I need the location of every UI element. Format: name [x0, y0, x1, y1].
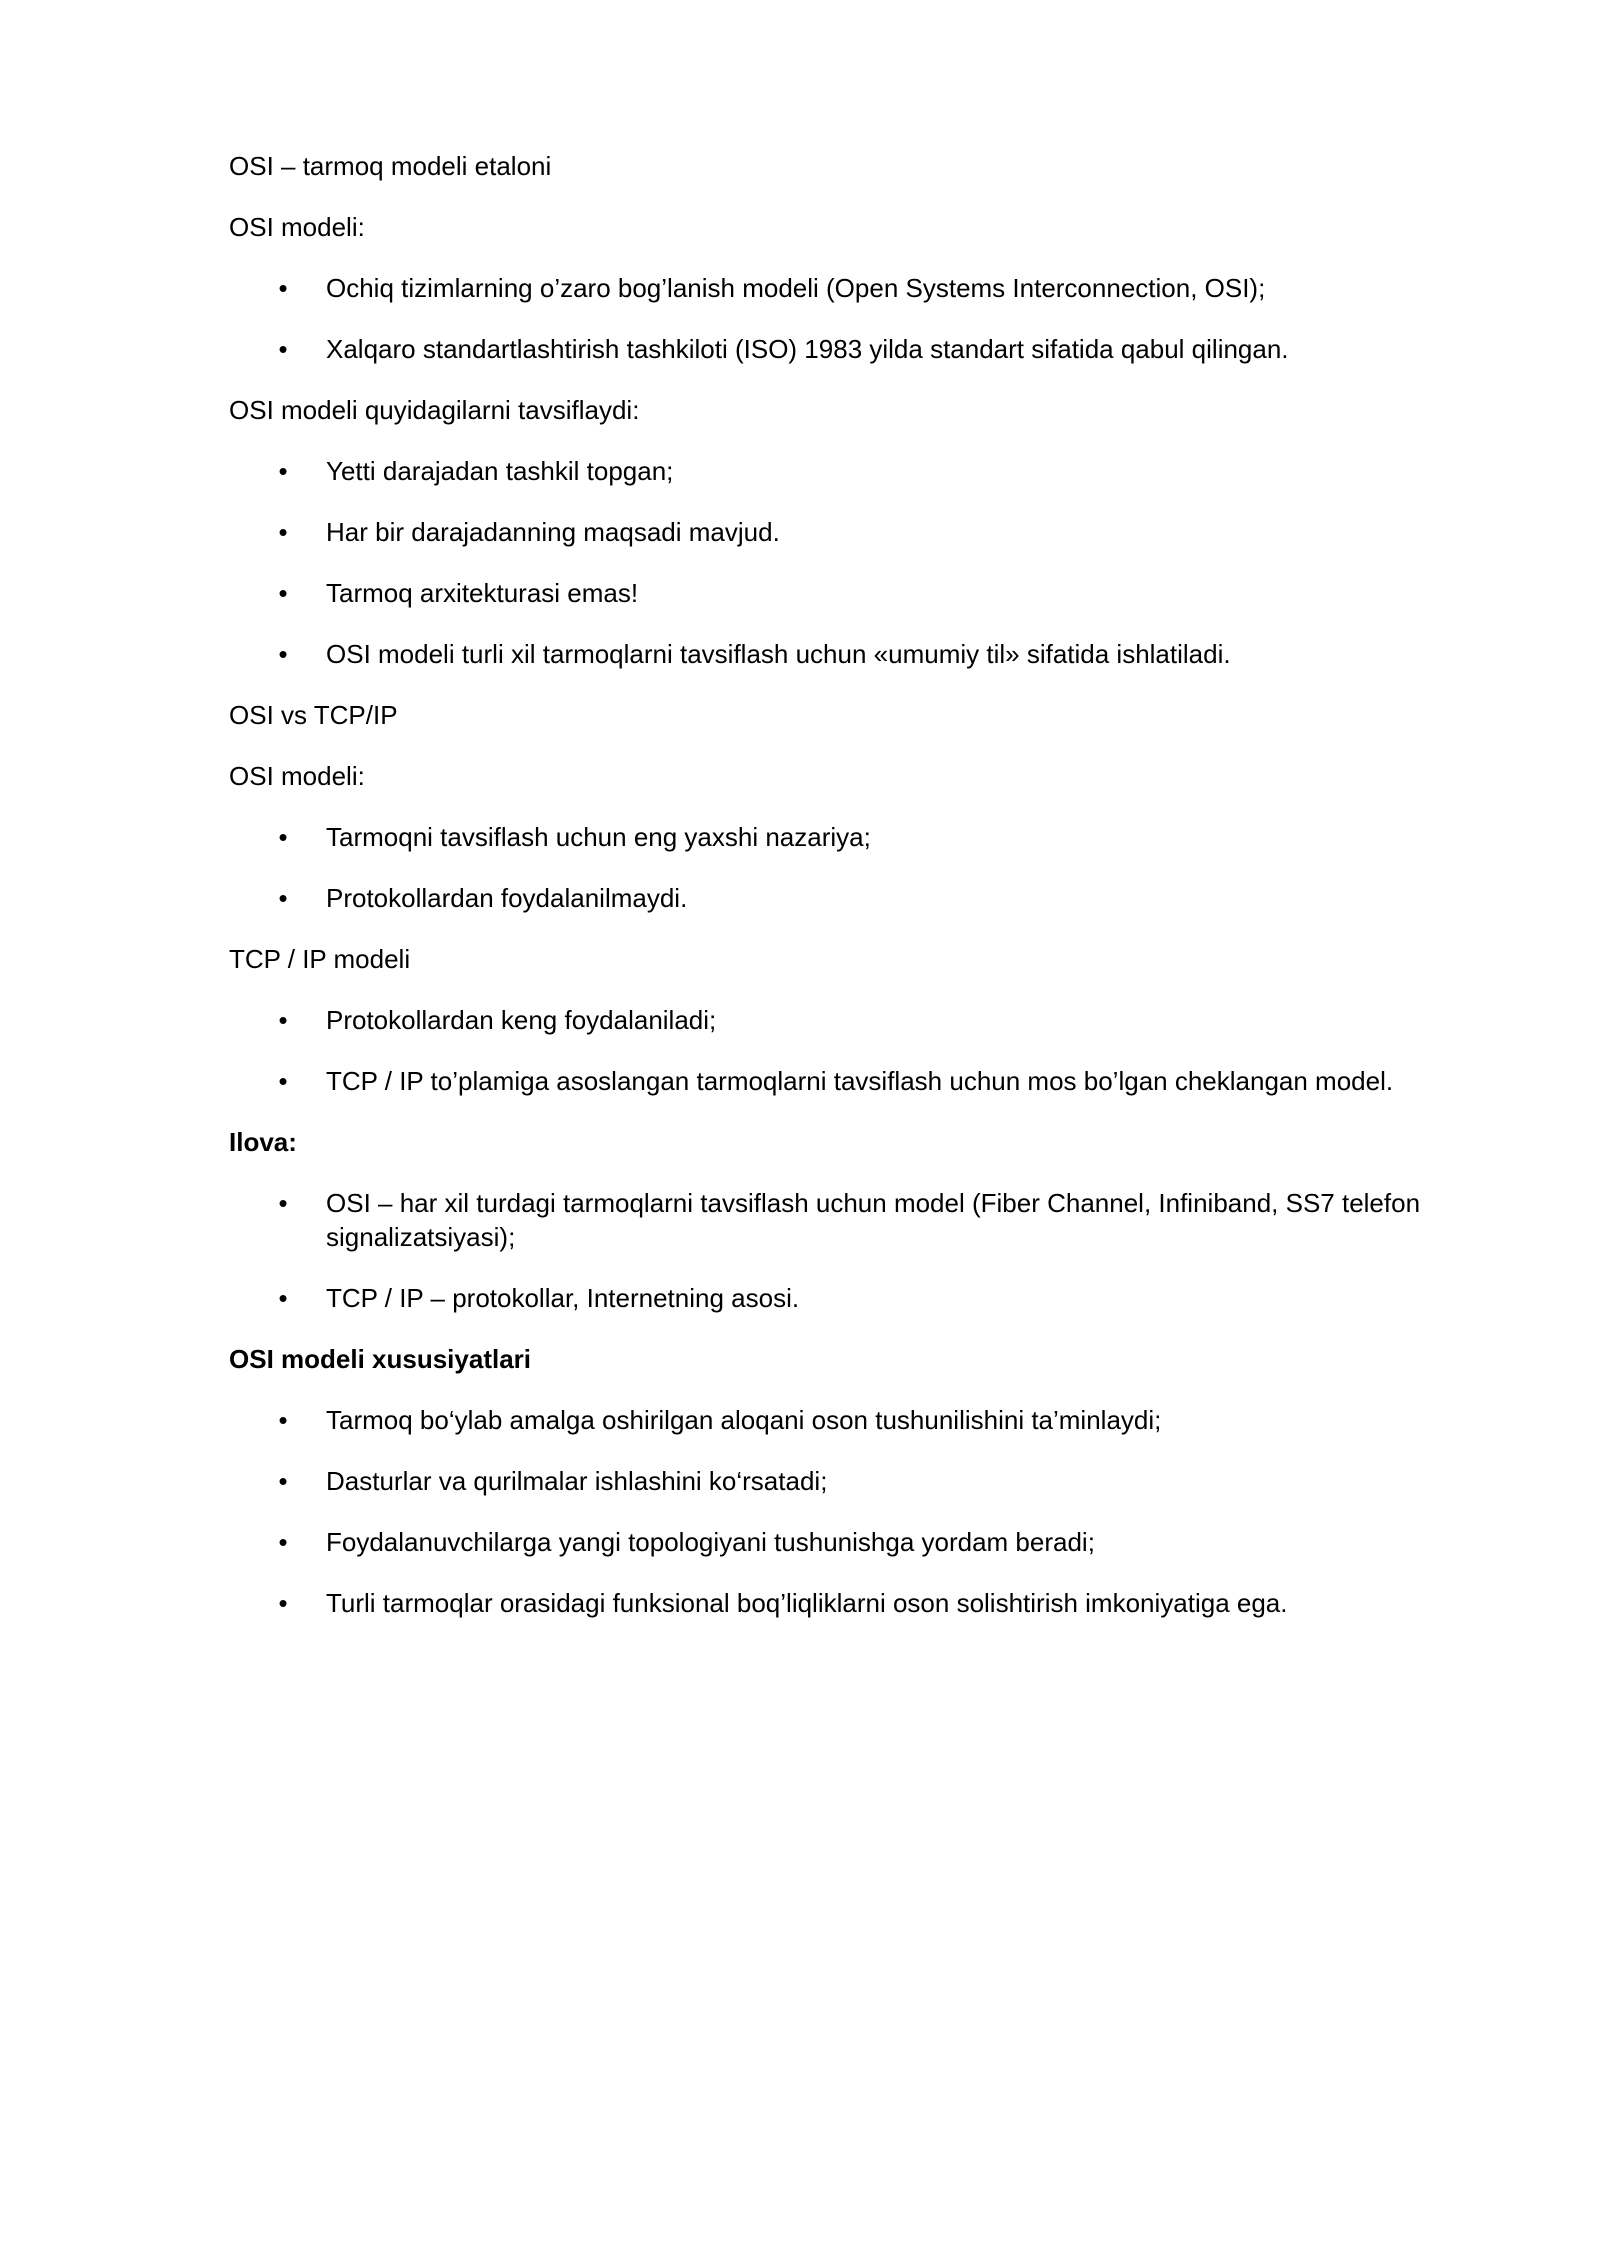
list-item-text: Tarmoq bo‘ylab amalga oshirilgan aloqani oson tushunilishini ta’minlaydi; [326, 1405, 1162, 1435]
bullet-icon: • [278, 1188, 288, 1218]
list-item [229, 1586, 1479, 1620]
bullet-icon: • [278, 883, 288, 913]
list-item-text: Tarmoq arxitekturasi emas! [326, 578, 639, 608]
bullet-icon: • [278, 273, 288, 303]
bullet-list [229, 1186, 1479, 1315]
bullet-list [229, 1403, 1479, 1620]
list-item [229, 576, 1479, 610]
list-item [229, 1003, 1479, 1037]
list-item [229, 332, 1479, 366]
heading-xususiyatlari: OSI modeli xususiyatlari [229, 1344, 531, 1374]
list-item [229, 637, 1479, 671]
bullet-icon: • [278, 822, 288, 852]
list-item-text: OSI – har xil turdagi tarmoqlarni tavsiflash uchun model (Fiber Channel, Infiniband, SS7 telefon signalizatsiyasi); [326, 1188, 1421, 1252]
list-item [229, 271, 1479, 305]
list-item-text: TCP / IP to’plamiga asoslangan tarmoqlarni tavsiflash uchun mos bo’lgan cheklangan model. [326, 1066, 1394, 1096]
list-item-text: OSI modeli turli xil tarmoqlarni tavsiflash uchun «umumiy til» sifatida ishlatiladi. [326, 639, 1231, 669]
paragraph-tcpip-modeli: TCP / IP modeli [229, 944, 411, 974]
list-item [229, 515, 1479, 549]
bullet-icon: • [278, 1405, 288, 1435]
list-item [229, 454, 1479, 488]
bullet-icon: • [278, 1527, 288, 1557]
list-item [229, 881, 1479, 915]
bullet-icon: • [278, 456, 288, 486]
list-item [229, 820, 1479, 854]
list-item-text: Ochiq tizimlarning o’zaro bog’lanish modeli (Open Systems Interconnection, OSI); [326, 273, 1266, 303]
list-item-text: Dasturlar va qurilmalar ishlashini ko‘rsatadi; [326, 1466, 828, 1496]
list-item-text: Protokollardan keng foydalaniladi; [326, 1005, 717, 1035]
list-item [229, 1525, 1479, 1559]
bullet-icon: • [278, 639, 288, 669]
bullet-icon: • [278, 1283, 288, 1313]
list-item-text: Tarmoqni tavsiflash uchun eng yaxshi nazariya; [326, 822, 871, 852]
list-item-text: TCP / IP – protokollar, Internetning asosi. [326, 1283, 800, 1313]
list-item [229, 1186, 1479, 1254]
heading-ilova: Ilova: [229, 1127, 297, 1157]
list-item [229, 1464, 1479, 1498]
list-item-text: Xalqaro standartlashtirish tashkiloti (ISO) 1983 yilda standart sifatida qabul qilingan. [326, 334, 1289, 364]
list-item-text: Foydalanuvchilarga yangi topologiyani tushunishga yordam beradi; [326, 1527, 1095, 1557]
list-item [229, 1281, 1479, 1315]
list-item-text: Har bir darajadanning maqsadi mavjud. [326, 517, 780, 547]
bullet-list [229, 271, 1479, 366]
bullet-icon: • [278, 1588, 288, 1618]
paragraph-tavsiflaydi: OSI modeli quyidagilarni tavsiflaydi: [229, 395, 640, 425]
heading-osi-vs-tcpip: OSI vs TCP/IP [229, 700, 398, 730]
bullet-icon: • [278, 1066, 288, 1096]
paragraph-osi-modeli-2: OSI modeli: [229, 761, 365, 791]
bullet-icon: • [278, 517, 288, 547]
heading-osi-etalon: OSI – tarmoq modeli etaloni [229, 151, 552, 181]
bullet-list [229, 454, 1479, 671]
paragraph-osi-modeli: OSI modeli: [229, 212, 365, 242]
list-item [229, 1403, 1479, 1437]
bullet-icon: • [278, 334, 288, 364]
bullet-icon: • [278, 1466, 288, 1496]
bullet-icon: • [278, 578, 288, 608]
list-item-text: Yetti darajadan tashkil topgan; [326, 456, 674, 486]
list-item [229, 1064, 1479, 1098]
bullet-list [229, 1003, 1479, 1098]
document-body [229, 149, 1479, 1647]
list-item-text: Protokollardan foydalanilmaydi. [326, 883, 688, 913]
bullet-icon: • [278, 1005, 288, 1035]
bullet-list [229, 820, 1479, 915]
list-item-text: Turli tarmoqlar orasidagi funksional boq’liqliklarni oson solishtirish imkoniyatiga ega. [326, 1588, 1288, 1618]
